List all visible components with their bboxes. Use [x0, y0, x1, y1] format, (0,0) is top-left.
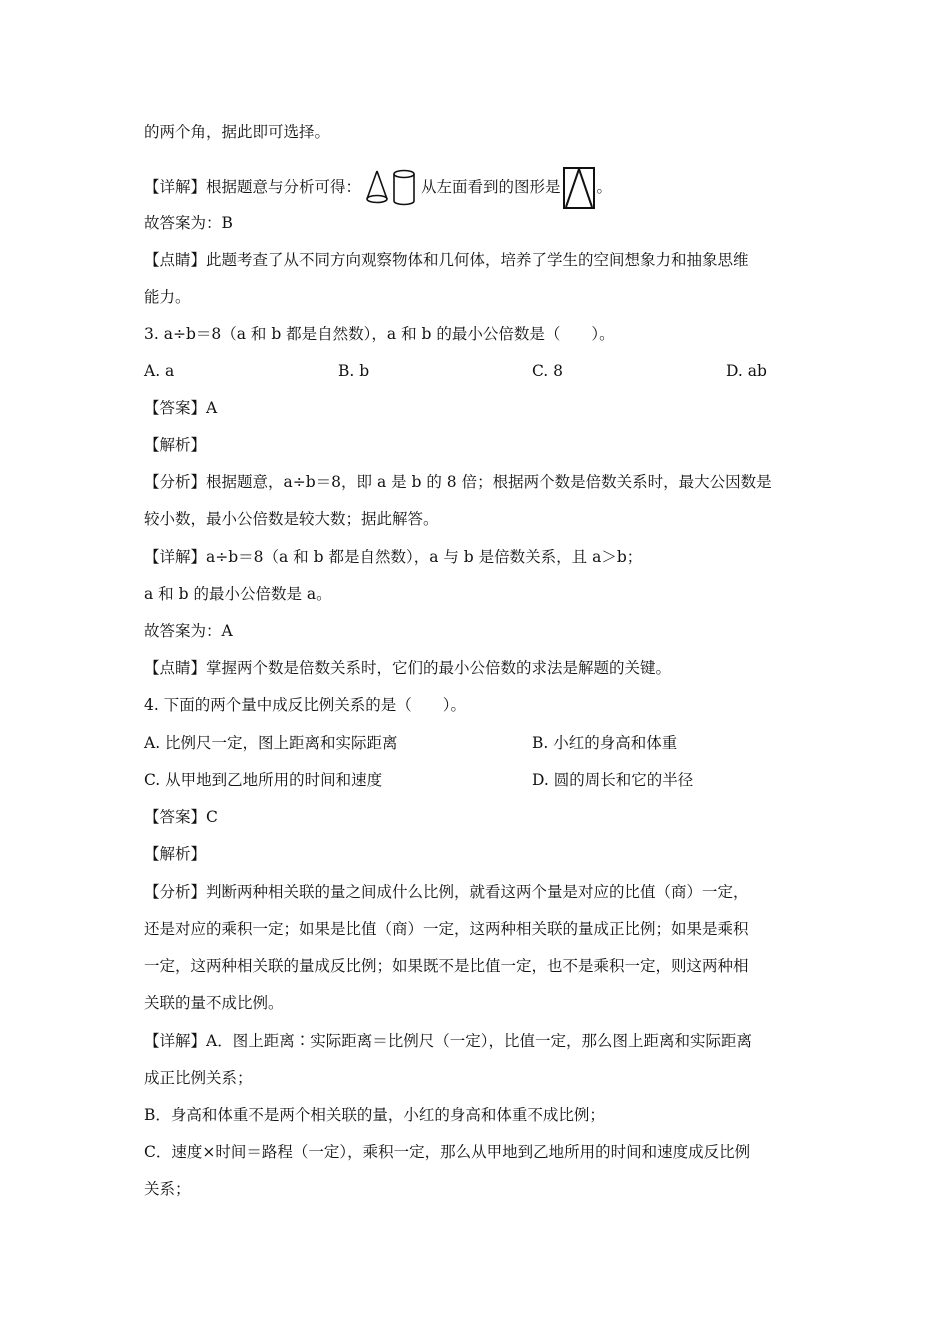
question-4-stem: 4. 下面的两个量中成反比例关系的是（ ）。 [144, 696, 466, 714]
question-3-stem: 3. a÷b＝8（a 和 b 都是自然数），a 和 b 的最小公倍数是（ ）。 [144, 325, 615, 343]
dianjing-line-cont: 能力。 [144, 288, 191, 306]
triangle-in-rectangle-figure-icon [562, 166, 596, 210]
question-4-fenxi-2: 还是对应的乘积一定；如果是比值（商）一定，这两种相关联的量成正比例；如果是乘积 [144, 920, 749, 938]
question-3-option-c: C. 8 [532, 362, 564, 380]
cone-cylinder-figure-icon [363, 168, 419, 208]
answer-line: 故答案为：B [144, 214, 233, 232]
question-4-xiangjie-5: 关系； [144, 1180, 191, 1198]
question-4-fenxi-4: 关联的量不成比例。 [144, 994, 284, 1012]
question-4-fenxi: 【分析】判断两种相关联的量之间成什么比例，就看这两个量是对应的比值（商）一定， [144, 883, 749, 901]
question-3-fenxi: 【分析】根据题意，a÷b＝8，即 a 是 b 的 8 倍；根据两个数是倍数关系时，最大公因数是 [144, 473, 772, 491]
question-3-fenxi-cont: 较小数，最小公倍数是较大数；据此解答。 [144, 510, 439, 528]
detail-end: 。 [596, 178, 613, 196]
question-3-conclusion: 故答案为：A [144, 622, 233, 640]
detail-text: 从左面看到的图形是 [421, 178, 561, 196]
question-4-fenxi-3: 一定，这两种相关联的量成反比例；如果既不是比值一定，也不是乘积一定，则这两种相 [144, 957, 749, 975]
question-4-xiangjie: 【详解】A．图上距离∶实际距离＝比例尺（一定），比值一定，那么图上距离和实际距离 [144, 1032, 752, 1050]
question-3-option-b: B. b [338, 362, 370, 380]
question-3-xiangjie-cont: a 和 b 的最小公倍数是 a。 [144, 585, 332, 603]
question-3-jiexi: 【解析】 [144, 436, 207, 454]
question-3-answer: 【答案】A [144, 399, 218, 417]
question-4-jiexi: 【解析】 [144, 845, 207, 863]
detail-paragraph [144, 166, 612, 210]
question-4-xiangjie-2: 成正比例关系； [144, 1069, 253, 1087]
dianjing-line: 【点睛】此题考查了从不同方向观察物体和几何体，培养了学生的空间想象力和抽象思维 [144, 251, 749, 269]
question-4-option-b: B. 小红的身高和体重 [532, 734, 678, 752]
paragraph: 的两个角，据此即可选择。 [144, 123, 331, 141]
question-4-option-a: A. 比例尺一定，图上距离和实际距离 [144, 734, 398, 752]
question-4-xiangjie-4: C．速度×时间＝路程（一定），乘积一定，那么从甲地到乙地所用的时间和速度成反比例 [144, 1143, 751, 1161]
detail-label: 【详解】根据题意与分析可得： [144, 178, 362, 196]
question-3-dianjing: 【点睛】掌握两个数是倍数关系时，它们的最小公倍数的求法是解题的关键。 [144, 659, 672, 677]
question-4-xiangjie-3: B．身高和体重不是两个相关联的量，小红的身高和体重不成比例； [144, 1106, 605, 1124]
question-4-option-c: C. 从甲地到乙地所用的时间和速度 [144, 771, 383, 789]
question-3-option-a: A. a [144, 362, 175, 380]
question-4-option-d: D. 圆的周长和它的半径 [532, 771, 694, 789]
question-3-xiangjie: 【详解】a÷b＝8（a 和 b 都是自然数），a 与 b 是倍数关系，且 a＞b； [144, 548, 643, 566]
question-4-answer: 【答案】C [144, 808, 218, 826]
question-3-option-d: D. ab [726, 362, 767, 380]
